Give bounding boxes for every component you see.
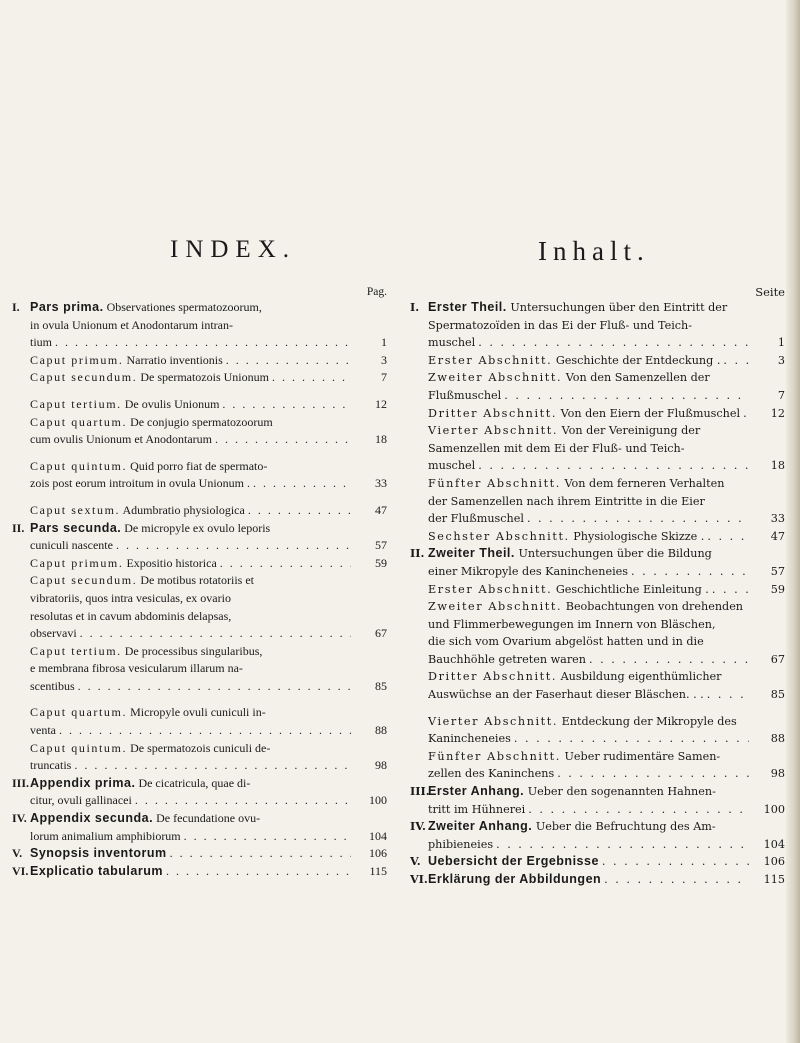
entry-line: [30, 537, 351, 555]
dot-leader: [707, 528, 749, 546]
page-number: 7: [777, 388, 785, 402]
entry-title: Quid porro fiat de spermato-: [130, 458, 268, 473]
dot-leader: [478, 334, 749, 352]
entry-title: cuniculi nascente: [30, 538, 113, 553]
entry-line: [428, 352, 749, 370]
entry-title: resolutas et in cavum abdominis delapsas,: [30, 608, 232, 623]
entry-line: [428, 528, 749, 546]
page-number: 100: [369, 793, 387, 808]
toc-entry: [410, 581, 785, 599]
entry-line: [428, 730, 749, 748]
entry-line: [428, 836, 749, 854]
entry-line: [30, 555, 351, 573]
entry-title: Untersuchungen über den Eintritt der: [510, 301, 728, 314]
page-number: 7: [381, 370, 387, 385]
entry-line: [30, 757, 351, 775]
entry-text: [30, 352, 223, 370]
german-index-column: [410, 284, 785, 889]
dot-leader: [504, 387, 749, 405]
dot-leader: [116, 537, 351, 555]
entry-lead: Vierter Abschnitt.: [428, 714, 559, 728]
entry-title: Geschichtliche Einleitung .: [555, 582, 709, 596]
entry-lead: Zweiter Anhang.: [428, 819, 533, 834]
entry-title: zellen des Kaninchens: [428, 767, 555, 781]
entry-lead: Vierter Abschnitt.: [428, 424, 559, 438]
entry-line: [30, 810, 351, 828]
dot-leader: [135, 792, 351, 810]
toc-entry: [12, 555, 387, 573]
dot-leader: [78, 678, 351, 696]
entry-title: Geschichte der Entdeckung .: [555, 353, 721, 367]
entry-line: [30, 431, 351, 449]
entry-title: citur, ovuli gallinacei: [30, 793, 132, 808]
entry-lead: Erster Theil.: [428, 300, 507, 314]
toc-entry: [410, 352, 785, 370]
entry-numeral: VI.: [12, 863, 29, 878]
entry-title: cum ovulis Unionum et Anodontarum: [30, 432, 212, 447]
page-number: 3: [381, 352, 387, 367]
entry-text: [428, 871, 601, 889]
entry-lead: Fünfter Abschnitt.: [428, 476, 561, 490]
entry-title: Narratio inventionis: [126, 352, 223, 367]
entry-line: [30, 458, 351, 476]
toc-entry: [12, 643, 387, 696]
entry-title: der Flußmuschel: [428, 512, 524, 526]
page-number: 100: [763, 802, 785, 816]
entry-line: [30, 828, 351, 846]
page-number: 88: [375, 723, 387, 738]
entry-title: observavi: [30, 626, 77, 641]
entry-lead: Erster Abschnitt.: [428, 582, 553, 596]
entry-title: muschel: [428, 459, 476, 473]
dot-leader: [184, 828, 351, 846]
page-number: 1: [777, 336, 785, 350]
page-number: 18: [770, 459, 785, 473]
dot-leader: [604, 871, 749, 889]
dot-leader: [222, 396, 351, 414]
entry-title: De motibus rotatoriis et: [140, 573, 254, 588]
entry-line: [428, 334, 749, 352]
entry-title: Ueber den sogenannten Hahnen-: [527, 785, 716, 799]
entry-title: Kanincheneies: [428, 732, 511, 746]
entry-numeral: IV.: [12, 811, 27, 826]
entry-title: Von der Vereinigung der: [561, 424, 701, 438]
toc-entry: [12, 369, 387, 387]
page-number: 115: [369, 863, 387, 878]
entry-lead: Pars prima.: [30, 300, 104, 314]
entry-line: [30, 863, 351, 881]
entry-line: [30, 660, 351, 678]
entry-line: [428, 405, 749, 423]
entry-line: [428, 581, 749, 599]
entry-lead: Zweiter Theil.: [428, 546, 515, 561]
entry-line: [428, 633, 749, 651]
entry-lead: Explicatio tabularum: [30, 863, 163, 878]
entry-text: [30, 502, 245, 520]
entry-text: [428, 581, 709, 599]
entry-lead: Dritter Abschnitt.: [428, 406, 557, 420]
entry-title: zois post eorum introitum in ovula Unionum .: [30, 476, 250, 491]
entry-title: die sich vom Ovarium abgelöst hatten und in die: [428, 635, 704, 649]
latin-index-column: [12, 284, 387, 880]
toc-entry: [12, 704, 387, 739]
entry-line: [30, 502, 351, 520]
page-number: 47: [375, 502, 387, 517]
entry-title: Samenzellen mit dem Ei der Fluß- und Teich-: [428, 441, 685, 455]
page-number: 1: [381, 335, 387, 350]
entry-line: [30, 572, 351, 590]
entry-line: [428, 545, 749, 563]
entry-line: [30, 396, 351, 414]
entry-lead: Caput tertium.: [30, 396, 122, 411]
entry-title: einer Mikropyle des Kanincheneies: [428, 564, 629, 578]
latin-entry-list: [12, 299, 387, 880]
entry-text: [428, 528, 704, 546]
entry-title: lorum animalium amphibiorum: [30, 828, 181, 843]
entry-line: [428, 440, 749, 458]
entry-title: Auswüchse an der Faserhaut dieser Bläschen. . .: [428, 688, 704, 702]
entry-title: und Flimmerbewegungen im Innern von Bläschen,: [428, 617, 716, 631]
toc-entry: [410, 783, 785, 818]
entry-line: [428, 457, 749, 475]
entry-line: [30, 704, 351, 722]
entry-title: Ueber rudimentäre Samen-: [564, 749, 721, 763]
entry-line: [30, 775, 351, 793]
entry-line: [30, 299, 351, 317]
dot-leader: [528, 801, 749, 819]
entry-title: De spermatozois Unionum: [140, 370, 269, 385]
toc-entry: [12, 775, 387, 810]
toc-entry: [12, 458, 387, 493]
toc-entry: [410, 422, 785, 475]
entry-line: [30, 414, 351, 432]
entry-lead: Caput primum.: [30, 555, 124, 570]
page-edge-shadow: [786, 0, 800, 1043]
entry-line: [428, 765, 749, 783]
page-number: 115: [763, 873, 785, 886]
dot-leader: [166, 863, 351, 881]
entry-lead: Caput quintum.: [30, 740, 128, 755]
entry-line: [428, 818, 749, 836]
entry-lead: Dritter Abschnitt.: [428, 670, 557, 684]
entry-numeral: V.: [12, 846, 23, 861]
page-number: 67: [375, 626, 387, 641]
entry-title: Adumbratio physiologica: [122, 502, 245, 517]
entry-text: [428, 405, 740, 423]
dot-leader: [514, 730, 749, 748]
page-number: 67: [770, 652, 785, 666]
entry-numeral: V.: [410, 854, 421, 869]
toc-entry: [12, 299, 387, 352]
entry-line: [428, 598, 749, 616]
entry-line: [30, 608, 351, 626]
entry-line: [428, 783, 749, 801]
entry-line: [428, 748, 749, 766]
entry-numeral: III.: [410, 784, 430, 799]
entry-title: De processibus singularibus,: [124, 643, 263, 658]
entry-numeral: III.: [12, 775, 30, 790]
entry-line: [30, 369, 351, 387]
entry-line: [30, 352, 351, 370]
dot-leader: [220, 555, 351, 573]
entry-lead: Synopsis inventorum: [30, 846, 167, 861]
entry-line: [428, 317, 749, 335]
toc-entry: [12, 502, 387, 520]
entry-lead: Caput quartum.: [30, 705, 128, 720]
entry-title: Beobachtungen von drehenden: [565, 600, 744, 614]
entry-title: in ovula Unionum et Anodontarum intran-: [30, 317, 233, 332]
entry-lead: Appendix secunda.: [30, 811, 154, 826]
entry-title: De fecundatione ovu-: [156, 811, 261, 826]
entry-title: e membrana fibrosa vesicularum illarum na-: [30, 661, 243, 676]
page-number: 12: [375, 396, 387, 411]
entry-title: Von den Eiern der Flußmuschel: [560, 406, 741, 420]
index-heading-german: Inhalt.: [538, 236, 650, 266]
toc-entry: [410, 748, 785, 783]
entry-title: venta: [30, 723, 56, 738]
entry-line: [30, 625, 351, 643]
entry-numeral: II.: [12, 520, 25, 535]
entry-line: [30, 792, 351, 810]
dot-leader: [170, 845, 351, 863]
entry-text: [428, 853, 599, 871]
dot-leader: [527, 510, 749, 528]
dot-leader: [631, 563, 749, 581]
dot-leader: [272, 369, 351, 387]
entry-title: Physiologische Skizze .: [573, 529, 705, 543]
dot-leader: [248, 502, 351, 520]
entry-lead: Uebersicht der Ergebnisse: [428, 854, 599, 869]
page-number: 59: [770, 582, 785, 596]
entry-lead: Sechster Abschnitt.: [428, 529, 570, 543]
entry-line: [428, 801, 749, 819]
dot-leader: [557, 765, 749, 783]
entry-line: [428, 686, 749, 704]
entry-line: [428, 563, 749, 581]
entry-title: Ueber die Befruchtung des Am-: [535, 820, 716, 834]
pag-label: Pag.: [366, 286, 387, 298]
toc-entry: [410, 545, 785, 580]
toc-entry: [410, 598, 785, 668]
dot-leader: [478, 457, 749, 475]
page-number: 98: [770, 767, 785, 781]
page-number: 18: [375, 432, 387, 447]
toc-entry: [12, 845, 387, 863]
toc-entry: [410, 668, 785, 703]
entry-line: [428, 651, 749, 669]
entry-title: Expositio historica: [126, 555, 217, 570]
entry-title: Spermatozoïden in das Ei der Fluß- und Teich-: [428, 318, 693, 332]
toc-entry: [410, 528, 785, 546]
toc-entry: [410, 475, 785, 528]
toc-entry: [410, 369, 785, 404]
entry-line: [428, 422, 749, 440]
entry-lead: Pars secunda.: [30, 520, 122, 535]
dot-leader: [743, 405, 749, 423]
entry-lead: Caput tertium.: [30, 643, 122, 658]
page-number: 12: [770, 406, 785, 420]
entry-title: Bauchhöhle getreten waren: [428, 652, 587, 666]
entry-title: Entdeckung der Mikropyle des: [561, 714, 737, 728]
entry-title: Untersuchungen über die Bildung: [518, 547, 712, 561]
entry-title: Von dem ferneren Verhalten: [564, 476, 725, 490]
entry-text: [30, 863, 163, 881]
toc-entry: [410, 871, 785, 889]
dot-leader: [707, 686, 749, 704]
seite-label: Seite: [755, 285, 785, 299]
dot-leader: [496, 836, 749, 854]
index-heading-latin: INDEX.: [170, 236, 297, 263]
entry-line: [428, 853, 749, 871]
entry-text: [30, 845, 167, 863]
entry-line: [30, 678, 351, 696]
entry-title: Ausbildung eigenthümlicher: [560, 670, 722, 684]
entry-line: [30, 317, 351, 335]
page-number: 33: [375, 476, 387, 491]
toc-entry: [12, 863, 387, 881]
toc-entry: [410, 405, 785, 423]
page-number: 47: [770, 529, 785, 543]
toc-entry: [12, 740, 387, 775]
entry-lead: Caput quartum.: [30, 414, 128, 429]
entry-lead: Zweiter Abschnitt.: [428, 371, 563, 385]
entry-title: tium: [30, 335, 53, 350]
entry-numeral: I.: [410, 300, 420, 314]
entry-lead: Caput secundum.: [30, 370, 138, 385]
page-number: 104: [763, 837, 785, 851]
entry-title: Micropyle ovuli cuniculi in-: [130, 705, 266, 720]
page-number: 57: [770, 564, 785, 578]
toc-entry: [410, 853, 785, 871]
german-entry-list: [410, 299, 785, 889]
entry-line: [30, 334, 351, 352]
entry-line: [428, 299, 749, 317]
entry-lead: Appendix prima.: [30, 775, 136, 790]
entry-title: vibratoriis, quos intra vesiculas, ex ovario: [30, 590, 231, 605]
page-number: 33: [770, 512, 785, 526]
page-number: 85: [770, 688, 785, 702]
dot-leader: [723, 352, 749, 370]
entry-text: [30, 369, 269, 387]
toc-entry: [12, 520, 387, 555]
dot-leader: [712, 581, 749, 599]
dot-leader: [215, 431, 351, 449]
entry-lead: Caput secundum.: [30, 573, 138, 588]
toc-entry: [12, 414, 387, 449]
entry-lead: Zweiter Abschnitt.: [428, 600, 563, 614]
page-number: 3: [777, 353, 785, 367]
entry-line: [428, 510, 749, 528]
dot-leader: [226, 352, 351, 370]
entry-text: [30, 396, 219, 414]
entry-lead: Caput quintum.: [30, 458, 128, 473]
page-number: 98: [375, 758, 387, 773]
toc-entry: [410, 818, 785, 853]
toc-entry: [12, 810, 387, 845]
entry-numeral: I.: [12, 300, 20, 314]
entry-line: [428, 871, 749, 889]
entry-lead: Erster Abschnitt.: [428, 353, 553, 367]
entry-title: der Samenzellen nach ihrem Eintritte in die Eier: [428, 494, 705, 508]
entry-line: [428, 493, 749, 511]
entry-title: truncatis: [30, 758, 72, 773]
entry-lead: Erklärung der Abbildungen: [428, 872, 602, 886]
entry-title: Von den Samenzellen der: [565, 371, 710, 385]
page-number: 88: [770, 732, 785, 746]
entry-lead: Caput sextum.: [30, 502, 121, 517]
entry-numeral: VI.: [410, 872, 428, 886]
page-number: 57: [375, 538, 387, 553]
entry-lead: Erster Anhang.: [428, 784, 525, 799]
entry-line: [30, 740, 351, 758]
entry-text: [30, 555, 217, 573]
entry-title: muschel: [428, 336, 476, 350]
dot-leader: [589, 651, 749, 669]
entry-title: De cicatricula, quae di-: [138, 775, 251, 790]
entry-line: [30, 722, 351, 740]
page-number: 104: [369, 828, 387, 843]
toc-entry: [12, 352, 387, 370]
entry-title: scentibus: [30, 678, 75, 693]
entry-lead: Fünfter Abschnitt.: [428, 749, 561, 763]
dot-leader: [80, 625, 351, 643]
toc-entry: [12, 396, 387, 414]
entry-line: [428, 369, 749, 387]
page-number: 106: [763, 855, 785, 869]
entry-line: [428, 616, 749, 634]
page-number: 106: [369, 846, 387, 861]
entry-title: De spermatozois cuniculi de-: [130, 740, 271, 755]
toc-entry: [410, 713, 785, 748]
dot-leader: [74, 757, 351, 775]
entry-numeral: II.: [410, 546, 425, 561]
entry-line: [428, 713, 749, 731]
toc-entry: [410, 299, 785, 352]
entry-line: [30, 590, 351, 608]
page-number: 59: [375, 555, 387, 570]
entry-text: [428, 352, 720, 370]
entry-title: De micropyle ex ovulo leporis: [124, 520, 271, 535]
entry-title: De ovulis Unionum: [124, 396, 220, 411]
entry-title: Flußmuschel: [428, 388, 502, 402]
entry-line: [428, 475, 749, 493]
entry-title: tritt im Hühnerei: [428, 802, 526, 816]
entry-line: [30, 520, 351, 538]
entry-title: Observationes spermatozoorum,: [106, 300, 262, 314]
dot-leader: [59, 722, 351, 740]
entry-title: De conjugio spermatozoorum: [130, 414, 273, 429]
entry-line: [30, 475, 351, 493]
entry-line: [30, 643, 351, 661]
page-number: 85: [375, 678, 387, 693]
dot-leader: [253, 475, 351, 493]
entry-line: [30, 845, 351, 863]
dot-leader: [602, 853, 749, 871]
entry-line: [428, 668, 749, 686]
entry-title: phibieneies: [428, 837, 494, 851]
entry-line: [428, 387, 749, 405]
entry-numeral: IV.: [410, 819, 426, 834]
entry-lead: Caput primum.: [30, 352, 124, 367]
dot-leader: [55, 334, 351, 352]
toc-entry: [12, 572, 387, 642]
